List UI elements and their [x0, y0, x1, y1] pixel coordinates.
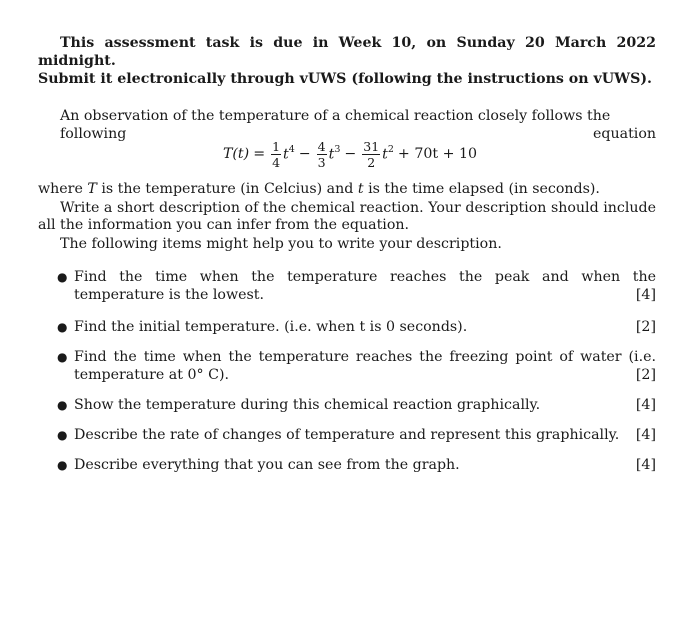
item-text: Find the time when the temperature reaches the peak and when the temperature is the lowest. — [74, 269, 656, 303]
item-marks: [4] — [635, 287, 656, 303]
bullet-icon: ● — [57, 428, 68, 442]
item-marks: [4] — [635, 457, 656, 473]
intro-paragraph: An observation of the temperature of a chemical reaction closely follows the following equation — [60, 108, 656, 142]
fraction-numerator: 31 — [363, 138, 380, 154]
bullet-icon: ● — [57, 458, 68, 472]
item-marks: [2] — [635, 367, 656, 383]
fraction-denominator: 4 — [272, 154, 281, 170]
item-text: Describe the rate of changes of temperature and represent this graphically. — [74, 427, 620, 443]
equation-lhs: T(t) — [222, 146, 250, 162]
item-text: Find the time when the temperature reaches the freezing point of water (i.e. temperature at 0° C). — [74, 349, 656, 383]
fraction-thirtyone-halves — [362, 139, 380, 170]
fraction-four-thirds — [317, 139, 327, 170]
equation-minus: − — [344, 146, 357, 162]
item-text: Find the initial temperature. (i.e. when t is 0 seconds). — [74, 319, 468, 335]
fraction-one-quarter — [271, 139, 281, 170]
item-marks: [4] — [635, 427, 656, 443]
term-t3: $t^3$ — [328, 144, 341, 163]
temperature-equation — [0, 132, 700, 176]
fraction-numerator: 1 — [272, 138, 281, 154]
equation-minus: − — [298, 146, 311, 162]
item-marks: [2] — [635, 319, 656, 335]
bullet-icon: ● — [57, 398, 68, 412]
item-text: Describe everything that you can see from the graph. — [74, 457, 460, 473]
fraction-denominator: 2 — [367, 154, 376, 170]
equation-tail: + 70t + 10 — [397, 146, 478, 162]
bullet-icon: ● — [57, 350, 68, 364]
variable-definition: where T is the temperature (in Celcius) and t is the time elapsed (in seconds). — [38, 181, 600, 197]
due-date-notice — [38, 34, 656, 88]
fraction-numerator: 4 — [317, 138, 326, 154]
submission-line: Submit it electronically through vUWS (following the instructions on vUWS). — [38, 71, 652, 87]
task-instruction: Write a short description of the chemical reaction. Your description should include all the information you can infer from the equation. — [38, 200, 656, 233]
term-t4: $t^4$ — [283, 144, 295, 163]
bullet-icon: ● — [57, 320, 68, 334]
equation-equals: = — [253, 146, 266, 162]
due-date-line: This assessment task is due in Week 10, on Sunday 20 March 2022 midnight. — [38, 35, 656, 69]
term-t2: $t^2$ — [382, 144, 394, 163]
items-intro: The following items might help you to write your description. — [60, 236, 502, 252]
item-marks: [4] — [635, 397, 656, 413]
fraction-denominator: 3 — [317, 154, 326, 170]
bullet-icon: ● — [57, 270, 68, 284]
item-text: Show the temperature during this chemical reaction graphically. — [74, 397, 541, 413]
